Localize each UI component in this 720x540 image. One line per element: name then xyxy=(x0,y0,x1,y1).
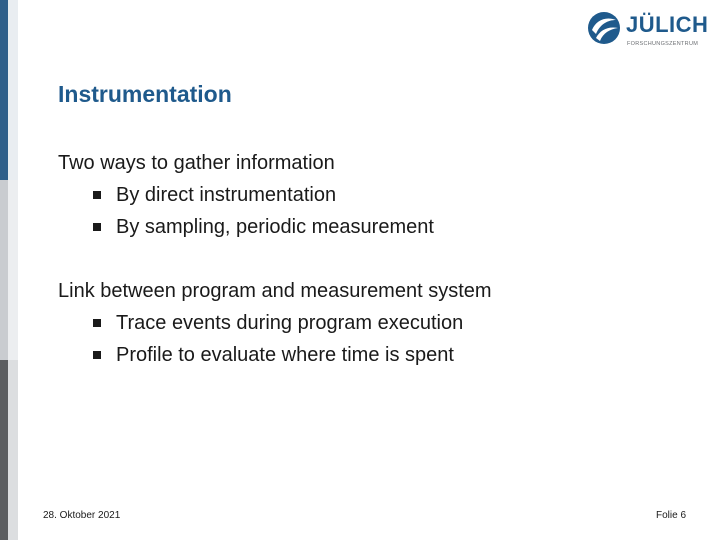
content-section-link xyxy=(58,279,492,375)
slide-title: Instrumentation xyxy=(58,81,232,107)
side-accent-bar xyxy=(0,0,18,540)
footer-date: 28. Oktober 2021 xyxy=(43,510,121,521)
list-item xyxy=(58,183,434,207)
list-item xyxy=(58,311,492,335)
list-item-text: Trace events during program execution xyxy=(116,312,464,334)
side-bar-segment-blue xyxy=(0,0,8,180)
square-bullet-icon xyxy=(93,191,101,199)
side-bar-segment-blue-edge xyxy=(8,0,18,180)
juelich-logo-icon xyxy=(586,10,622,46)
list-item-text: By sampling, periodic measurement xyxy=(116,216,434,238)
bullet-list xyxy=(58,311,492,367)
list-item xyxy=(58,343,492,367)
square-bullet-icon xyxy=(93,319,101,327)
content-section-gather xyxy=(58,151,434,247)
list-item-text: By direct instrumentation xyxy=(116,184,337,206)
square-bullet-icon xyxy=(93,223,101,231)
side-bar-segment-dark xyxy=(0,360,8,540)
square-bullet-icon xyxy=(93,351,101,359)
side-bar-segment-dark-edge xyxy=(8,360,18,540)
bullet-list xyxy=(58,183,434,239)
section-lead: Link between program and measurement system xyxy=(58,280,492,302)
footer-page-number: Folie 6 xyxy=(655,510,686,521)
list-item xyxy=(58,215,434,239)
juelich-logo xyxy=(586,8,709,50)
list-item-text: Profile to evaluate where time is spent xyxy=(116,344,454,366)
logo-subtitle: FORSCHUNGSZENTRUM xyxy=(627,41,699,47)
side-bar-segment-light-edge xyxy=(8,180,18,360)
section-lead: Two ways to gather information xyxy=(58,152,335,174)
side-bar-segment-light xyxy=(0,180,8,360)
logo-wordmark: JÜLICH xyxy=(626,12,709,37)
